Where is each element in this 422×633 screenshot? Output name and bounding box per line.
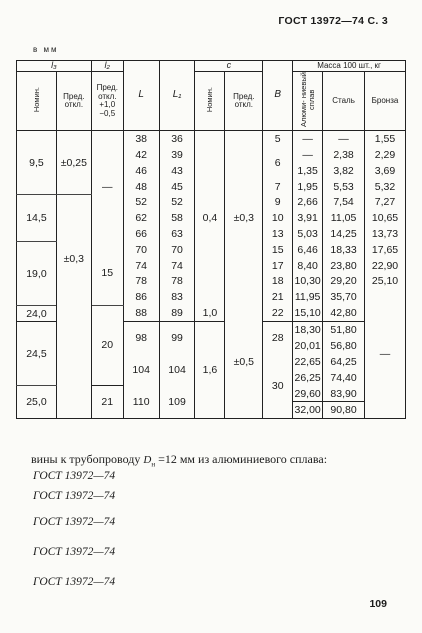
gost-line: ГОСТ 13972—74 bbox=[33, 546, 116, 558]
aluminium-cell: 22,65 bbox=[294, 355, 321, 368]
L1-cell: 104 bbox=[159, 354, 195, 386]
aluminium-cell: 10,30 bbox=[294, 275, 321, 288]
steel-cell: 83,90 bbox=[323, 386, 365, 402]
aluminium-cell: 1,95 bbox=[293, 179, 323, 195]
caption-text bbox=[31, 452, 327, 468]
c-tolerance-cell: ±0,5 bbox=[225, 305, 263, 419]
header-bronze: Бронза bbox=[365, 72, 406, 131]
L1-cell: 36 bbox=[159, 131, 195, 147]
steel-cell: 18,33 bbox=[323, 242, 365, 258]
steel-cell: 3,82 bbox=[323, 163, 365, 179]
steel-cell: 42,80 bbox=[323, 305, 365, 322]
header-l3-nominal: Номин. bbox=[31, 87, 41, 113]
gost-line: ГОСТ 13972—74 bbox=[33, 516, 116, 528]
B-cell: 22 bbox=[263, 305, 293, 322]
bronze-cell: 13,73 bbox=[365, 226, 406, 242]
bronze-cell: — bbox=[365, 289, 406, 418]
gost-line: ГОСТ 13972—74 bbox=[33, 576, 116, 588]
caption-subscript: н bbox=[151, 460, 156, 469]
B-cell: 21 bbox=[263, 289, 293, 305]
L-cell: 104 bbox=[123, 354, 159, 386]
l3-tolerance-cell: ±0,25 bbox=[56, 131, 91, 195]
aluminium-cell: 11,95 bbox=[293, 289, 323, 305]
L1-cell: 63 bbox=[159, 226, 195, 242]
B-cell: 13 bbox=[263, 226, 293, 242]
header-c-nominal: Номин. bbox=[204, 87, 214, 113]
aluminium-cell: 8,40 bbox=[293, 258, 323, 274]
l3-nominal-cell: 24,0 bbox=[17, 305, 57, 322]
steel-cell: 23,80 bbox=[323, 258, 365, 274]
aluminium-cell: 3,91 bbox=[293, 210, 323, 226]
bronze-cell: 2,29 bbox=[365, 147, 406, 163]
header-steel: Сталь bbox=[323, 72, 365, 131]
L-cell: 46 bbox=[123, 163, 159, 179]
aluminium-cell: 1,35 bbox=[293, 163, 323, 179]
bronze-cell: 3,69 bbox=[365, 163, 406, 179]
header-l3: l₃ bbox=[17, 61, 92, 72]
L-cell: 74 bbox=[123, 258, 159, 274]
l3-nominal-cell: 14,5 bbox=[17, 195, 57, 242]
L-cell: 62 bbox=[123, 210, 159, 226]
bronze-cell: 1,55 bbox=[365, 131, 406, 147]
aluminium-cell: 32,00 bbox=[293, 402, 323, 419]
L1-cell: 39 bbox=[159, 147, 195, 163]
L-cell: 38 bbox=[123, 131, 159, 147]
bronze-cell: 22,90 bbox=[365, 258, 406, 274]
aluminium-cell: 2,66 bbox=[293, 195, 323, 211]
aluminium-cell: — bbox=[293, 147, 323, 163]
L-cell: 86 bbox=[123, 289, 159, 305]
L-cell: 88 bbox=[123, 305, 159, 322]
steel-cell: 35,70 bbox=[323, 289, 365, 305]
bronze-cell: 10,65 bbox=[365, 210, 406, 226]
caption-before: вины к трубопроводу bbox=[31, 452, 144, 466]
bronze-cell: 17,65 bbox=[365, 242, 406, 258]
header-c-tolerance: Пред. откл. bbox=[225, 72, 263, 131]
B-cell: 6 bbox=[263, 147, 293, 179]
c-tolerance-cell: ±0,3 bbox=[225, 131, 263, 305]
steel-cell: 2,38 bbox=[323, 147, 365, 163]
L-cell: 70 bbox=[123, 242, 159, 258]
B-cell: 7 bbox=[263, 179, 293, 195]
header-mass: Масса 100 шт., кг bbox=[293, 61, 406, 72]
l3-tolerance-cell: ±0,3 bbox=[56, 195, 91, 322]
L1-cell: 78 bbox=[159, 274, 195, 290]
B-cell: 5 bbox=[263, 131, 293, 147]
c-nominal-cell: 1,6 bbox=[195, 322, 225, 419]
L-cell: 98 bbox=[123, 322, 159, 354]
page-number: 109 bbox=[369, 598, 387, 610]
B-cell: 9 bbox=[263, 195, 293, 211]
steel-cell: 51,80 bbox=[323, 322, 365, 338]
L1-cell: 109 bbox=[159, 386, 195, 419]
l2-cell: — bbox=[91, 131, 123, 242]
aluminium-cell: 5,03 bbox=[293, 226, 323, 242]
header-l2: l₂ bbox=[91, 61, 123, 72]
l3-tolerance-blank bbox=[56, 322, 91, 419]
steel-cell: 14,25 bbox=[323, 226, 365, 242]
B-cell: 30 bbox=[263, 354, 293, 419]
L1-cell: 58 bbox=[159, 210, 195, 226]
l2-cell: 20 bbox=[91, 305, 123, 385]
B-cell: 18 bbox=[263, 274, 293, 290]
aluminium-cell: — bbox=[293, 131, 323, 147]
steel-cell: 90,80 bbox=[323, 402, 365, 419]
header-c: c bbox=[195, 61, 263, 72]
caption-symbol: D bbox=[143, 454, 152, 466]
B-cell: 10 bbox=[263, 210, 293, 226]
c-nominal-cell: 1,0 bbox=[195, 305, 225, 322]
l2-cell: 15 bbox=[91, 242, 123, 305]
l3-nominal-cell: 19,0 bbox=[17, 242, 57, 305]
L-cell: 48 bbox=[123, 179, 159, 195]
L-cell: 52 bbox=[123, 195, 159, 211]
l2-cell: 21 bbox=[91, 386, 123, 419]
header-aluminium: Алюми- ниевый сплав bbox=[298, 72, 316, 128]
header-l2-tolerance: Пред. откл. +1,0 −0,5 bbox=[91, 72, 123, 131]
l3-nominal-cell: 25,0 bbox=[17, 386, 57, 419]
B-cell: 28 bbox=[263, 322, 293, 354]
aluminium-cell: 29,60 bbox=[293, 386, 323, 402]
B-cell: 15 bbox=[263, 242, 293, 258]
header-l3-tolerance: Пред. откл. bbox=[56, 72, 91, 131]
caption-after: =12 мм из алюминиевого сплава: bbox=[155, 452, 328, 466]
header-L: L bbox=[123, 61, 159, 131]
L1-cell: 52 bbox=[159, 195, 195, 211]
steel-cell: — bbox=[323, 131, 365, 147]
units-label: в мм bbox=[33, 45, 59, 54]
bronze-cell: 25,10 bbox=[365, 274, 406, 290]
L-cell: 66 bbox=[123, 226, 159, 242]
l3-nominal-cell: 24,5 bbox=[17, 322, 57, 386]
aluminium-cell: 26,25 bbox=[294, 371, 321, 384]
L1-cell: 99 bbox=[159, 322, 195, 354]
steel-cell: 56,80 bbox=[323, 338, 365, 354]
L1-cell: 45 bbox=[159, 179, 195, 195]
steel-cell: 7,54 bbox=[323, 195, 365, 211]
aluminium-cell: 6,46 bbox=[293, 242, 323, 258]
header-L1: L₁ bbox=[159, 61, 195, 131]
header-B: B bbox=[263, 61, 293, 131]
aluminium-cell: 15,10 bbox=[293, 305, 323, 322]
bronze-cell: 7,27 bbox=[365, 195, 406, 211]
gost-line: ГОСТ 13972—74 bbox=[33, 470, 116, 482]
L1-cell: 43 bbox=[159, 163, 195, 179]
steel-cell: 64,25 bbox=[323, 354, 365, 370]
B-cell: 17 bbox=[263, 258, 293, 274]
aluminium-cell: 18,30 bbox=[293, 322, 323, 338]
l3-nominal-cell: 9,5 bbox=[17, 131, 57, 195]
steel-cell: 11,05 bbox=[323, 210, 365, 226]
L1-cell: 89 bbox=[159, 305, 195, 322]
L1-cell: 83 bbox=[159, 289, 195, 305]
L1-cell: 74 bbox=[159, 258, 195, 274]
gost-line: ГОСТ 13972—74 bbox=[33, 490, 116, 502]
L-cell: 42 bbox=[123, 147, 159, 163]
steel-cell: 74,40 bbox=[323, 370, 365, 386]
L-cell: 110 bbox=[123, 386, 159, 419]
L-cell: 78 bbox=[123, 274, 159, 290]
bronze-cell: 5,32 bbox=[365, 179, 406, 195]
steel-cell: 5,53 bbox=[323, 179, 365, 195]
page-header: ГОСТ 13972—74 С. 3 bbox=[278, 15, 388, 27]
steel-cell: 29,20 bbox=[323, 274, 365, 290]
L1-cell: 70 bbox=[159, 242, 195, 258]
dimensions-table bbox=[16, 60, 406, 419]
aluminium-cell: 20,01 bbox=[294, 340, 321, 353]
c-nominal-cell: 0,4 bbox=[195, 131, 225, 305]
